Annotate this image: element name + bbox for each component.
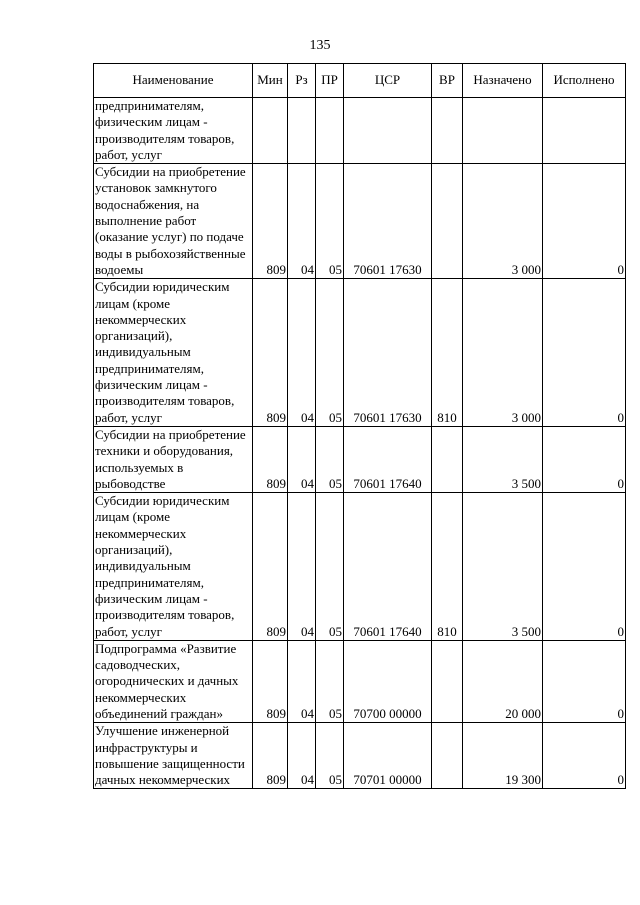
cell-pr: 05 bbox=[316, 493, 344, 641]
cell-rz bbox=[288, 98, 316, 164]
cell-pr: 05 bbox=[316, 723, 344, 789]
cell-vr bbox=[432, 426, 463, 492]
cell-assigned: 3 500 bbox=[463, 426, 543, 492]
cell-csr: 70700 00000 bbox=[344, 640, 432, 722]
cell-vr bbox=[432, 164, 463, 279]
cell-assigned: 3 000 bbox=[463, 279, 543, 427]
page-number: 135 bbox=[309, 38, 331, 53]
cell-vr bbox=[432, 640, 463, 722]
header-name: Наименование bbox=[94, 64, 253, 98]
cell-vr: 810 bbox=[432, 279, 463, 427]
cell-rz: 04 bbox=[288, 164, 316, 279]
table-header-row bbox=[94, 64, 626, 98]
cell-assigned: 3 000 bbox=[463, 164, 543, 279]
cell-csr: 70601 17630 bbox=[344, 279, 432, 427]
cell-executed: 0 bbox=[543, 426, 626, 492]
table-row bbox=[94, 279, 626, 427]
cell-rz: 04 bbox=[288, 493, 316, 641]
cell-pr: 05 bbox=[316, 640, 344, 722]
header-assigned: Назначено bbox=[463, 64, 543, 98]
cell-min: 809 bbox=[253, 426, 288, 492]
cell-executed: 0 bbox=[543, 279, 626, 427]
cell-name bbox=[94, 426, 253, 492]
cell-csr: 70601 17630 bbox=[344, 164, 432, 279]
row-name-text: предпринимателям, физическим лицам - производителям товаров, работ, услуг bbox=[95, 98, 235, 162]
cell-name bbox=[94, 164, 253, 279]
cell-min bbox=[253, 98, 288, 164]
cell-name bbox=[94, 723, 253, 789]
budget-table bbox=[93, 63, 626, 789]
table-row bbox=[94, 98, 626, 164]
cell-min: 809 bbox=[253, 164, 288, 279]
row-name-text: Субсидии на приобретение техники и оборудования, используемых в рыбоводстве bbox=[95, 426, 246, 491]
cell-assigned: 19 300 bbox=[463, 723, 543, 789]
cell-executed: 0 bbox=[543, 640, 626, 722]
header-min: Мин bbox=[253, 64, 288, 98]
cell-csr: 70701 00000 bbox=[344, 723, 432, 789]
row-name-text: Улучшение инженерной инфраструктуры и повышение защищенности дачных некоммерческих bbox=[95, 723, 245, 788]
header-executed: Исполнено bbox=[543, 64, 626, 98]
cell-pr: 05 bbox=[316, 426, 344, 492]
cell-vr bbox=[432, 723, 463, 789]
cell-rz: 04 bbox=[288, 723, 316, 789]
cell-min: 809 bbox=[253, 493, 288, 641]
row-name-text: Подпрограмма «Развитие садоводческих, огороднических и дачных некоммерческих объединений граждан» bbox=[95, 640, 239, 721]
cell-name bbox=[94, 279, 253, 427]
cell-min: 809 bbox=[253, 723, 288, 789]
cell-csr: 70601 17640 bbox=[344, 493, 432, 641]
table-row bbox=[94, 640, 626, 722]
cell-rz: 04 bbox=[288, 426, 316, 492]
row-name-text: Субсидии юридическим лицам (кроме некоммерческих организаций), индивидуальным предпринимателям, физическим лицам - производителям товаров, работ, услуг bbox=[95, 493, 235, 639]
header-pr: ПР bbox=[316, 64, 344, 98]
cell-executed bbox=[543, 98, 626, 164]
header-rz: Рз bbox=[288, 64, 316, 98]
cell-pr bbox=[316, 98, 344, 164]
cell-rz: 04 bbox=[288, 279, 316, 427]
cell-executed: 0 bbox=[543, 493, 626, 641]
cell-assigned: 3 500 bbox=[463, 493, 543, 641]
table-row bbox=[94, 426, 626, 492]
header-vr: ВР bbox=[432, 64, 463, 98]
cell-rz: 04 bbox=[288, 640, 316, 722]
cell-executed: 0 bbox=[543, 164, 626, 279]
cell-csr bbox=[344, 98, 432, 164]
cell-name bbox=[94, 98, 253, 164]
cell-vr: 810 bbox=[432, 493, 463, 641]
cell-min: 809 bbox=[253, 640, 288, 722]
cell-name bbox=[94, 493, 253, 641]
header-csr: ЦСР bbox=[344, 64, 432, 98]
cell-executed: 0 bbox=[543, 723, 626, 789]
table-row bbox=[94, 164, 626, 279]
table-body bbox=[94, 98, 626, 789]
cell-assigned bbox=[463, 98, 543, 164]
cell-csr: 70601 17640 bbox=[344, 426, 432, 492]
cell-pr: 05 bbox=[316, 164, 344, 279]
cell-min: 809 bbox=[253, 279, 288, 427]
cell-vr bbox=[432, 98, 463, 164]
cell-assigned: 20 000 bbox=[463, 640, 543, 722]
cell-name bbox=[94, 640, 253, 722]
table-row bbox=[94, 723, 626, 789]
table-row bbox=[94, 493, 626, 641]
row-name-text: Субсидии юридическим лицам (кроме некоммерческих организаций), индивидуальным предпринимателям, физическим лицам - производителям товаров, работ, услуг bbox=[95, 279, 235, 425]
row-name-text: Субсидии на приобретение установок замкнутого водоснабжения, на выполнение работ (оказание услуг) по подаче воды в рыбохозяйственные водоемы bbox=[95, 164, 246, 277]
cell-pr: 05 bbox=[316, 279, 344, 427]
